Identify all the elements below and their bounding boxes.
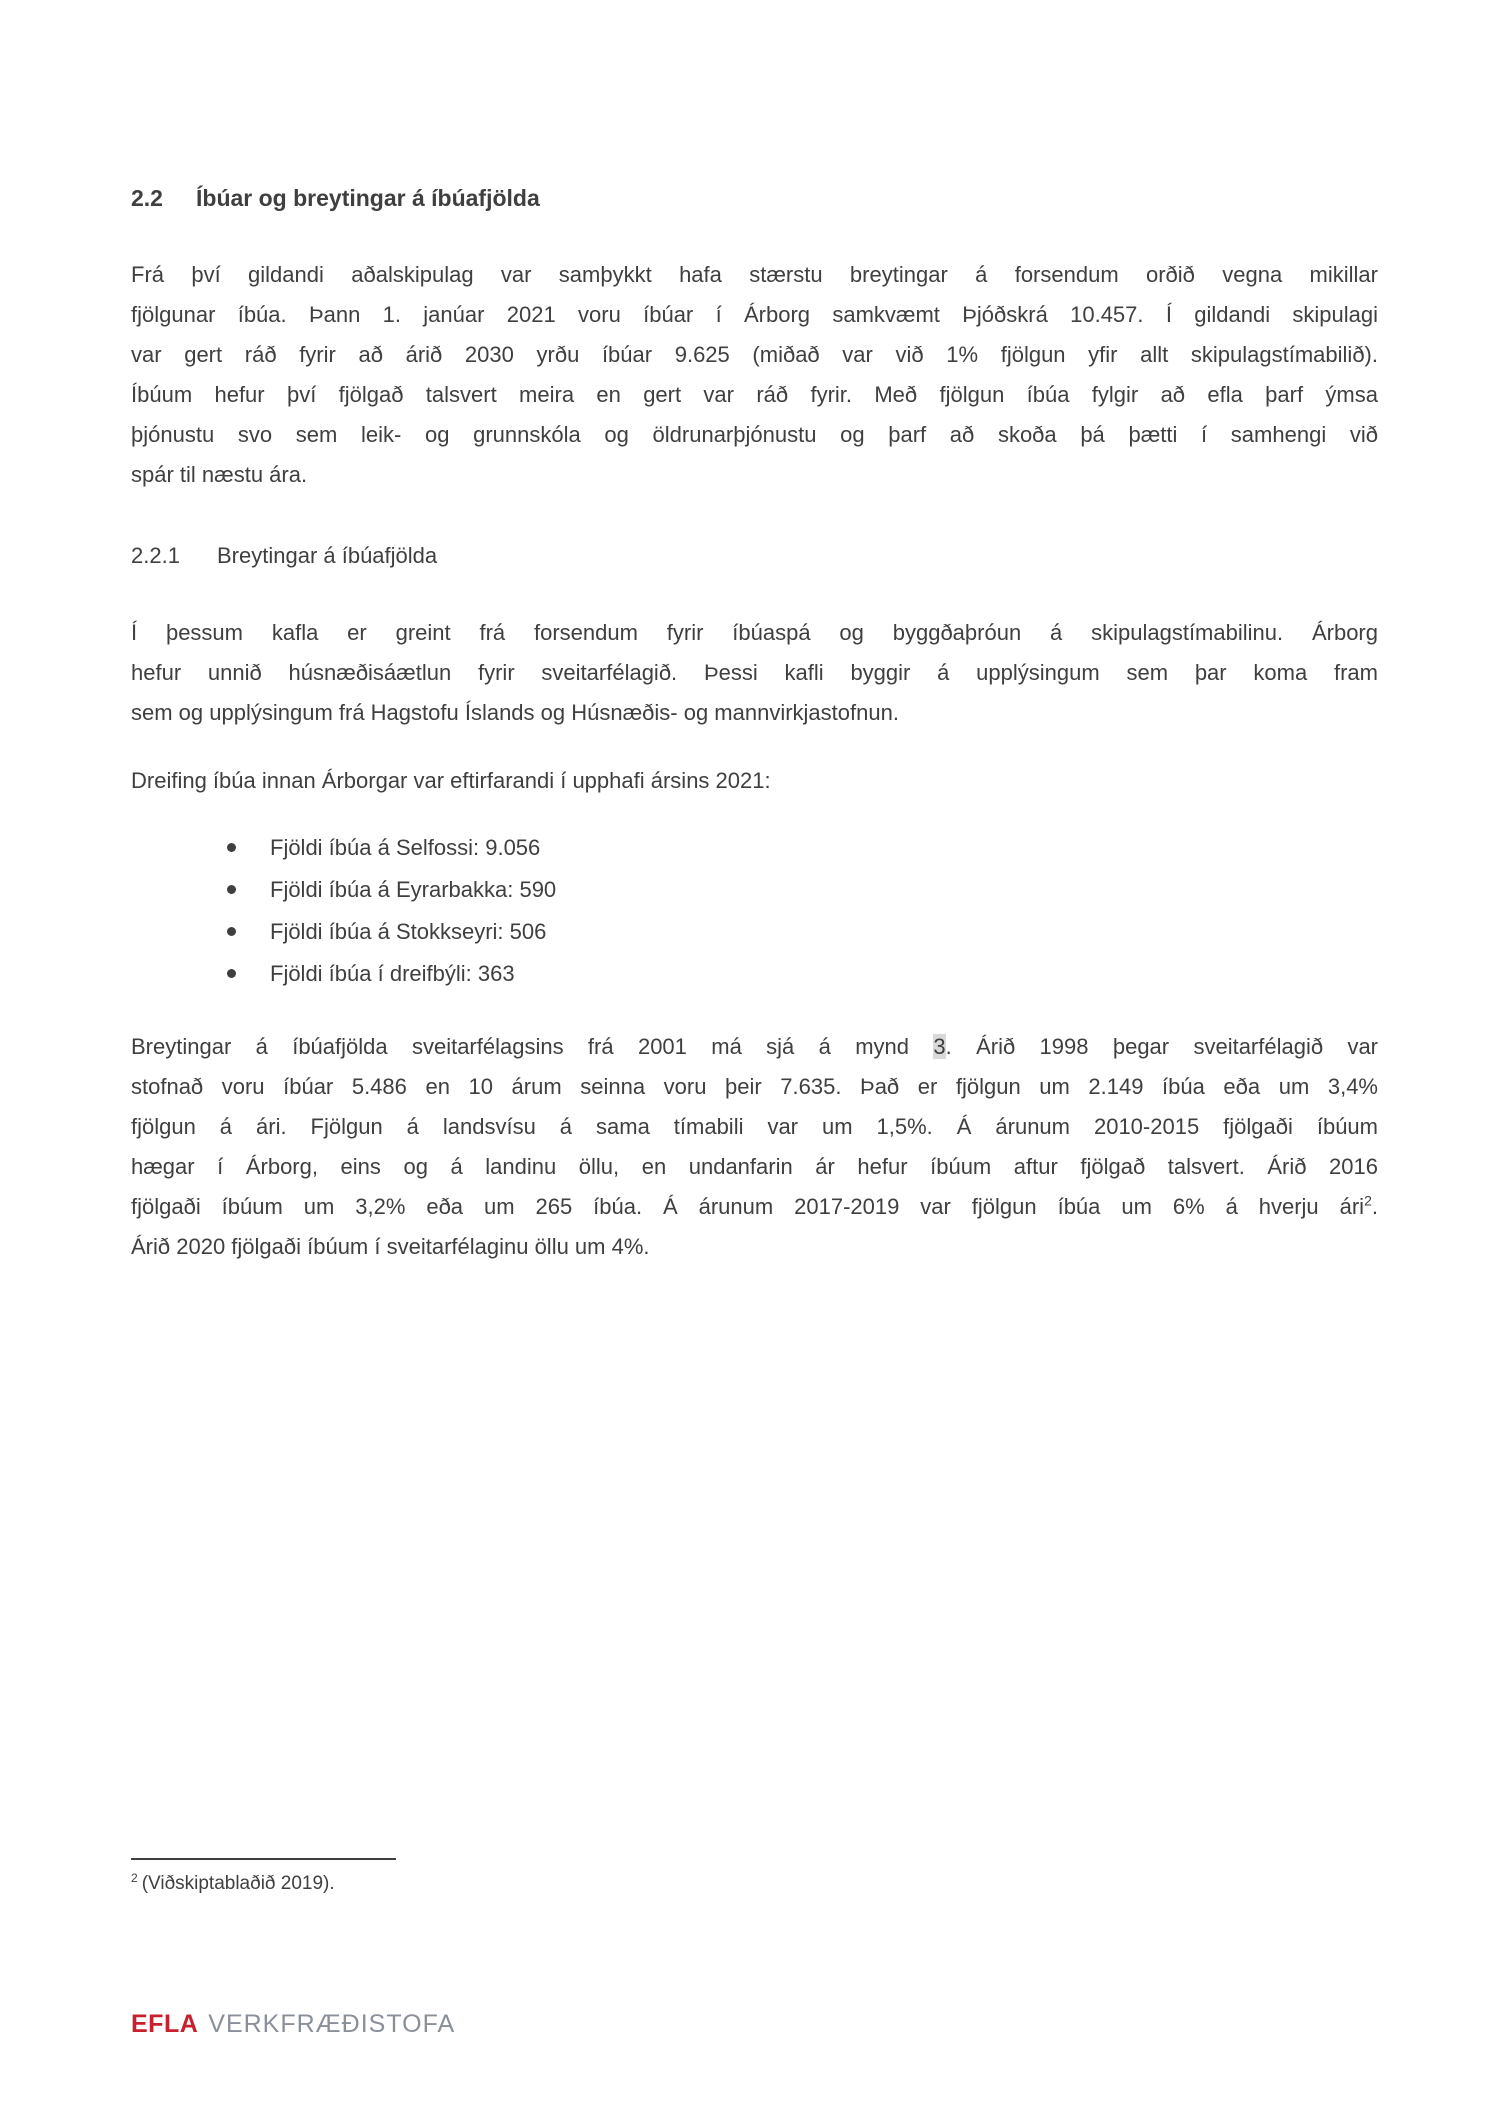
footnote-citation: (Viðskiptablaðið 2019). [141, 1873, 335, 1894]
footnote-marker: 2 [131, 1870, 138, 1885]
population-list [131, 827, 1378, 995]
text-line: spár til næstu ára. [131, 462, 308, 487]
text-line: Íbúum hefur því fjölgað talsvert meira en gert var ráð fyrir. Með fjölgun íbúa fylgir að efla þarf ýmsa [131, 382, 1378, 407]
footnote-separator [131, 1858, 396, 1860]
efla-logo-suffix: VERKFRÆÐISTOFA [208, 2010, 456, 2038]
footnote-text [131, 1870, 731, 1898]
list-item: Fjöldi íbúa á Stokkseyri: 506 [131, 911, 1378, 953]
page-content [131, 0, 1378, 1267]
figure-reference: 3 [933, 1034, 946, 1059]
text-line: Frá því gildandi aðalskipulag var samþykkt hafa stærstu breytingar á forsendum orðið vegna mikillar [131, 262, 1378, 287]
text-line: fjölgunar íbúa. Þann 1. janúar 2021 voru íbúar í Árborg samkvæmt Þjóðskrá 10.457. Í gildandi skipulagi [131, 302, 1378, 327]
footer-logo [131, 2010, 455, 2039]
subsection-number: 2.2.1 [131, 543, 180, 568]
footnote [131, 1858, 731, 1898]
text-line: sem og upplýsingum frá Hagstofu Íslands og Húsnæðis- og mannvirkjastofnun. [131, 700, 899, 725]
efla-logo-text: EFLA [131, 2010, 199, 2038]
subsection-heading [131, 541, 1378, 571]
list-item: Fjöldi íbúa á Eyrarbakka: 590 [131, 869, 1378, 911]
text-line: fjölgaði íbúum um 3,2% eða um 265 íbúa. Á árunum 2017-2019 var fjölgun íbúa um 6% á hverju ári$^2$. [131, 1192, 1378, 1219]
text-line: var gert ráð fyrir að árið 2030 yrðu íbúar 9.625 (miðað var við 1% fjölgun yfir allt skipulagstímabilið). [131, 342, 1378, 367]
text-line: Árið 2020 fjölgaði íbúum í sveitarfélaginu öllu um 4%. [131, 1234, 650, 1259]
text-line: hægar í Árborg, eins og á landinu öllu, en undanfarin ár hefur íbúum aftur fjölgað talsvert. Árið 2016 [131, 1154, 1378, 1179]
list-item: Fjöldi íbúa í dreifbýli: 363 [131, 953, 1378, 995]
section-heading [131, 183, 1378, 213]
text-line: Dreifing íbúa innan Árborgar var eftirfarandi í upphafi ársins 2021: [131, 768, 771, 793]
subsection-title: Breytingar á íbúafjölda [217, 543, 438, 568]
paragraph-population-changes [131, 1027, 1378, 1267]
paragraph-distribution-intro [131, 761, 1378, 801]
paragraph-chapter-basis [131, 613, 1378, 733]
text-line: hefur unnið húsnæðisáætlun fyrir sveitarfélagið. Þessi kafli byggir á upplýsingum sem þar koma fram [131, 660, 1378, 685]
paragraph-overview [131, 255, 1378, 495]
footnote-reference: 2 [1364, 1192, 1372, 1209]
section-title: Íbúar og breytingar á íbúafjölda [196, 185, 540, 211]
text-line: Breytingar á íbúafjölda sveitarfélagsins frá 2001 má sjá á mynd 3. Árið 1998 þegar sveitarfélagið var [131, 1034, 1379, 1059]
text-line: þjónustu svo sem leik- og grunnskóla og öldrunarþjónustu og þarf að skoða þá þætti í samhengi við [131, 422, 1378, 447]
section-number: 2.2 [131, 185, 163, 211]
text-line: Í þessum kafla er greint frá forsendum fyrir íbúaspá og byggðaþróun á skipulagstímabilinu. Árborg [131, 620, 1378, 645]
list-item: Fjöldi íbúa á Selfossi: 9.056 [131, 827, 1378, 869]
text-line: stofnað voru íbúar 5.486 en 10 árum seinna voru þeir 7.635. Það er fjölgun um 2.149 íbúa eða um 3,4% [131, 1074, 1378, 1099]
text-line: fjölgun á ári. Fjölgun á landsvísu á sama tímabili var um 1,5%. Á árunum 2010-2015 fjölgaði íbúum [131, 1114, 1378, 1139]
